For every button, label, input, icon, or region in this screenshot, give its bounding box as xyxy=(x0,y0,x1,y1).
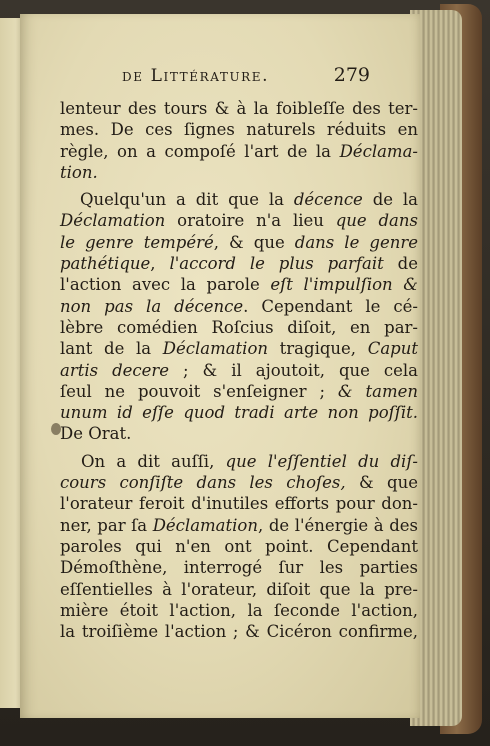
text-span: , de l'énergie à des xyxy=(258,515,418,535)
italic-text: le genre tempéré xyxy=(60,232,214,252)
book-page xyxy=(20,14,420,718)
page-number: 279 xyxy=(333,64,370,86)
text-span: lèbre comédien Roſcius diſoit, en par- xyxy=(60,317,418,337)
text-span: tragique, xyxy=(268,339,368,359)
text-span: paroles qui n'en ont point. Cependant xyxy=(60,536,418,556)
text-line xyxy=(60,621,418,642)
text-span: mière étoit l'action, la ſeconde l'action, xyxy=(60,600,418,620)
text-span: l'action avec la parole xyxy=(60,275,271,295)
text-line xyxy=(60,402,418,423)
text-span: lenteur des tours & à la foibleſſe des ter- xyxy=(60,99,418,118)
text-line xyxy=(60,162,418,183)
italic-text: décence xyxy=(293,190,363,210)
italic-text: tion. xyxy=(60,162,98,182)
italic-text: pathétique xyxy=(60,254,151,274)
text-span: règle, on a compoſé l'art de la xyxy=(60,141,340,161)
text-line xyxy=(60,98,418,119)
italic-text: dans le genre xyxy=(294,232,418,252)
text-line xyxy=(60,557,418,578)
text-span: , & que xyxy=(213,232,295,252)
italic-text: & tamen xyxy=(337,381,418,401)
text-line xyxy=(60,536,418,557)
text-line xyxy=(60,274,418,295)
text-line xyxy=(60,296,418,317)
italic-text: Déclamation xyxy=(152,515,258,535)
text-span: Quelqu'un a dit que la xyxy=(80,190,294,210)
body-text xyxy=(60,98,418,642)
paragraph-2 xyxy=(60,189,418,445)
italic-text: Caput xyxy=(367,339,418,359)
text-line xyxy=(60,210,418,231)
text-span: On a dit auſſi, xyxy=(81,451,226,471)
text-line xyxy=(60,253,418,274)
italic-text: l'accord le plus parfait xyxy=(169,254,384,274)
text-line xyxy=(60,360,418,381)
italic-text: Déclamation xyxy=(162,339,269,359)
text-line xyxy=(60,423,418,444)
text-span: mes. De ces ſignes naturels réduits en xyxy=(60,120,418,140)
page-header xyxy=(100,60,370,92)
italic-text: non pas la décence xyxy=(60,296,244,316)
text-line xyxy=(60,451,418,472)
text-span: , xyxy=(150,254,170,274)
text-line xyxy=(60,515,418,536)
text-line xyxy=(60,141,418,162)
text-line xyxy=(60,600,418,621)
text-line xyxy=(60,472,418,493)
text-span: la troiſième l'action ; & Cicéron confirme, xyxy=(60,622,418,642)
text-span: De Orat. xyxy=(60,424,132,444)
text-line xyxy=(60,317,418,338)
text-span: ; & il ajoutoit, que cela xyxy=(169,360,418,380)
italic-text: que dans xyxy=(335,211,418,231)
text-span: ſeul ne pouvoit s'enſeigner ; xyxy=(60,381,338,401)
italic-text: eſt l'impulſion & xyxy=(270,275,418,295)
text-line xyxy=(60,232,418,253)
italic-text: cours conſiſte dans les choſes, xyxy=(60,473,346,493)
text-span: lant de la xyxy=(60,339,163,359)
text-line xyxy=(60,579,418,600)
text-span: l'orateur feroit d'inutiles efforts pour don- xyxy=(60,494,418,514)
text-span: & que xyxy=(345,473,418,493)
italic-text: artis decere xyxy=(60,360,170,380)
text-span: de la xyxy=(362,190,418,210)
text-span: ner, par ſa xyxy=(60,515,153,535)
paragraph-3 xyxy=(60,451,418,643)
italic-text: Déclamation xyxy=(60,211,166,231)
paragraph-1 xyxy=(60,98,418,183)
text-span: . Cependant le cé- xyxy=(243,296,419,316)
italic-text: Déclama- xyxy=(339,141,418,161)
italic-text: que l'eſſentiel du diſ- xyxy=(225,451,419,471)
running-title: de Littérature. xyxy=(122,66,270,86)
text-span: Démoſthène, interrogé ſur les parties xyxy=(60,558,418,578)
text-line xyxy=(60,119,418,140)
text-line xyxy=(60,493,418,514)
italic-text: unum id eſſe quod tradi arte non poſſit. xyxy=(60,403,418,423)
text-line xyxy=(60,189,418,210)
text-span: eſſentielles à l'orateur, diſoit que la pre- xyxy=(60,579,418,599)
text-span: oratoire n'a lieu xyxy=(165,211,336,231)
text-line xyxy=(60,381,418,402)
text-span: de xyxy=(383,254,418,274)
text-line xyxy=(60,338,418,359)
